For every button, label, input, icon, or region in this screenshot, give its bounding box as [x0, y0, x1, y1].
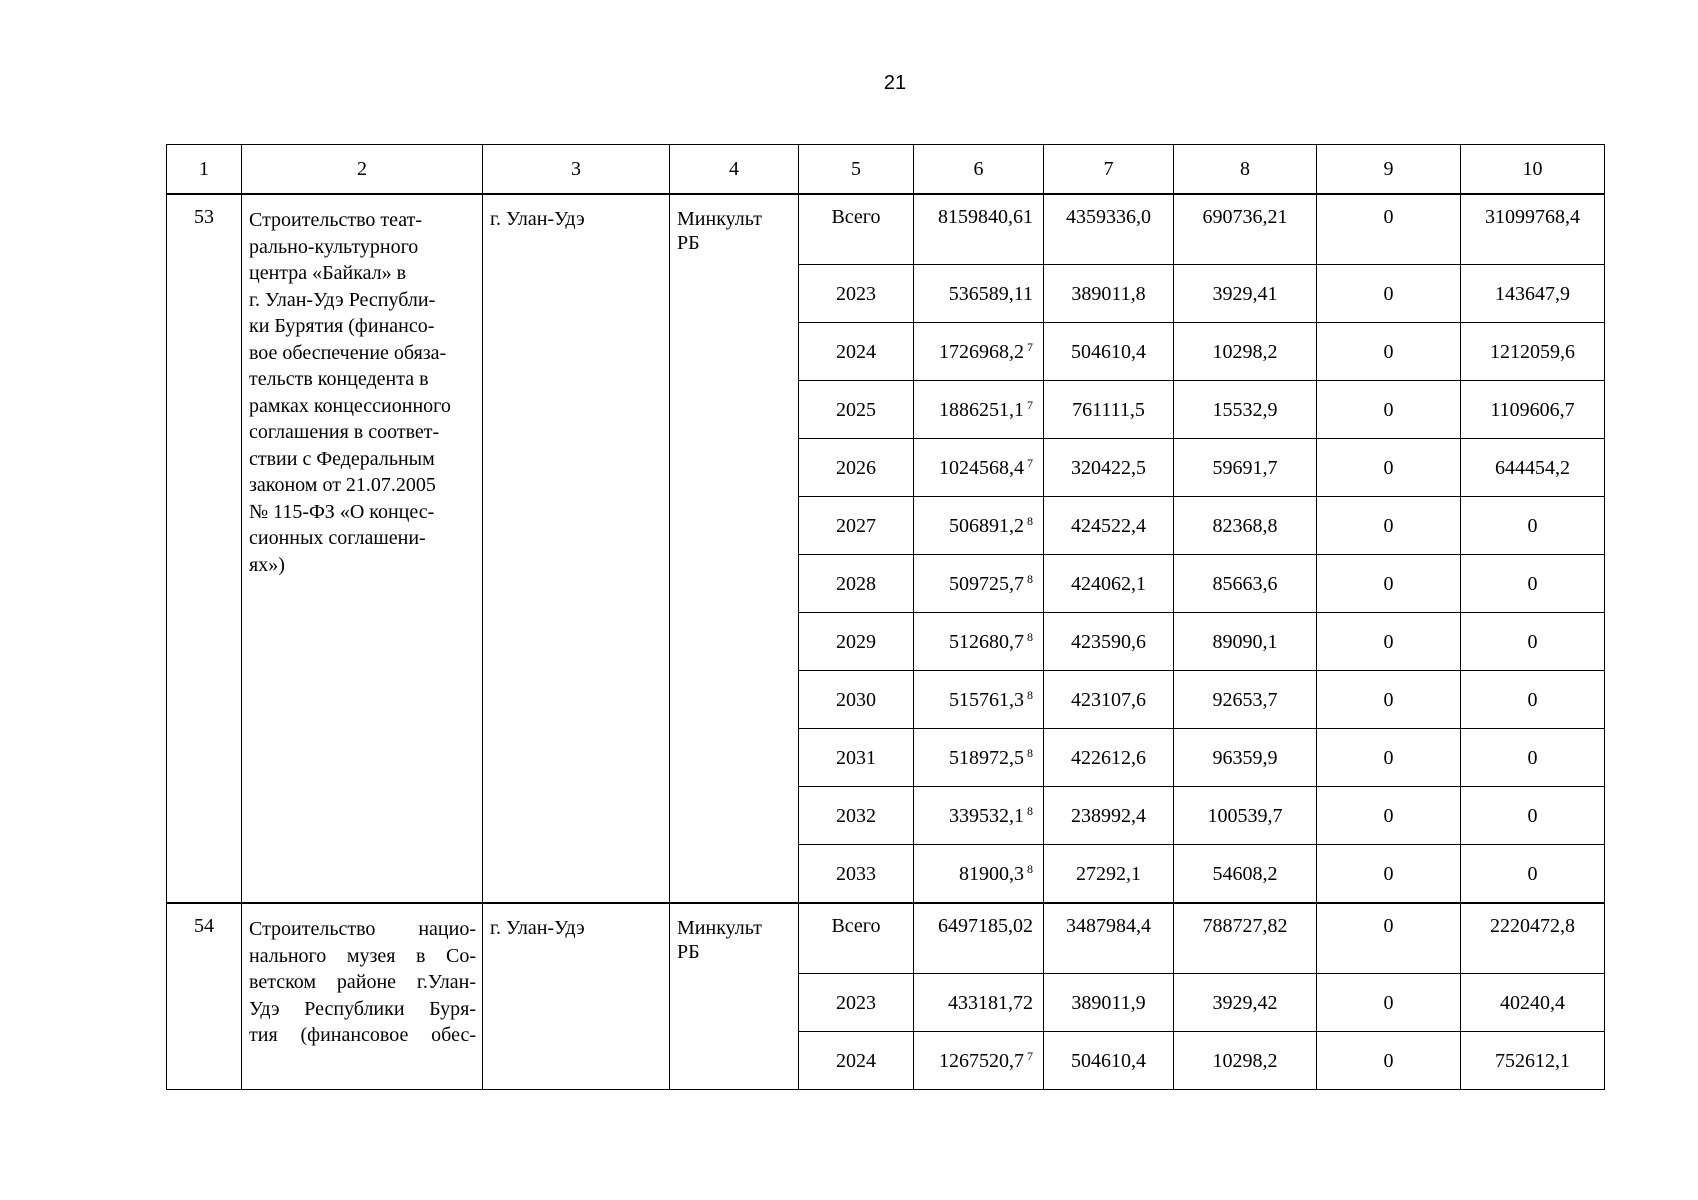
extrabudgetary-cell: 0	[1461, 729, 1605, 787]
federal-budget-cell: 389011,8	[1044, 265, 1174, 323]
total-funding-cell	[914, 555, 1044, 613]
total-funding-cell	[914, 1032, 1044, 1090]
agency-line: РБ	[677, 941, 700, 963]
total-funding-value: 6497185,02	[938, 915, 1033, 937]
period-cell: 2026	[799, 439, 914, 497]
period-cell: 2023	[799, 265, 914, 323]
total-funding-value: 512680,7	[949, 631, 1024, 653]
local-budget-cell: 0	[1317, 439, 1461, 497]
project-number-cell: 54	[167, 903, 242, 1090]
column-header: 7	[1044, 145, 1174, 195]
local-budget-cell: 0	[1317, 381, 1461, 439]
agency-cell	[670, 194, 799, 903]
local-budget-cell: 0	[1317, 497, 1461, 555]
total-funding-cell	[914, 613, 1044, 671]
footnote-marker: 8	[1027, 688, 1033, 702]
footnote-marker: 7	[1027, 398, 1033, 412]
federal-budget-cell: 504610,4	[1044, 1032, 1174, 1090]
total-funding-value: 8159840,61	[938, 206, 1033, 228]
project-number-cell: 53	[167, 194, 242, 903]
project-name-line: соглашения в соответ-	[249, 421, 440, 443]
extrabudgetary-cell: 752612,1	[1461, 1032, 1605, 1090]
agency-line: Минкульт	[677, 208, 762, 230]
table-row	[167, 194, 1605, 265]
extrabudgetary-cell: 0	[1461, 845, 1605, 904]
local-budget-cell: 0	[1317, 671, 1461, 729]
local-budget-cell: 0	[1317, 194, 1461, 265]
period-cell: 2023	[799, 974, 914, 1032]
federal-budget-cell: 238992,4	[1044, 787, 1174, 845]
local-budget-cell: 0	[1317, 729, 1461, 787]
total-funding-value: 1024568,4	[939, 457, 1024, 479]
extrabudgetary-cell: 0	[1461, 787, 1605, 845]
period-cell: Всего	[799, 903, 914, 974]
column-header: 8	[1174, 145, 1317, 195]
footnote-marker: 7	[1027, 1049, 1033, 1063]
regional-budget-cell: 788727,82	[1174, 903, 1317, 974]
total-funding-cell	[914, 194, 1044, 265]
footnote-marker: 8	[1027, 804, 1033, 818]
project-name-line: нального музея в Со-	[249, 944, 476, 967]
federal-budget-cell: 504610,4	[1044, 323, 1174, 381]
project-name-line: № 115-ФЗ «О концес-	[249, 500, 435, 523]
regional-budget-cell: 54608,2	[1174, 845, 1317, 904]
regional-budget-cell: 3929,42	[1174, 974, 1317, 1032]
local-budget-cell: 0	[1317, 845, 1461, 904]
location-cell: г. Улан-Удэ	[483, 903, 670, 1090]
total-funding-cell	[914, 903, 1044, 974]
project-name-line: сионных соглашени-	[249, 527, 426, 549]
regional-budget-cell: 690736,21	[1174, 194, 1317, 265]
footnote-marker: 8	[1027, 630, 1033, 644]
table-body	[167, 145, 1605, 1090]
total-funding-cell	[914, 671, 1044, 729]
federal-budget-cell: 4359336,0	[1044, 194, 1174, 265]
federal-budget-cell: 389011,9	[1044, 974, 1174, 1032]
header-row	[167, 145, 1605, 195]
period-cell: 2030	[799, 671, 914, 729]
extrabudgetary-cell: 31099768,4	[1461, 194, 1605, 265]
footnote-marker: 8	[1027, 514, 1033, 528]
column-header: 6	[914, 145, 1044, 195]
period-cell: 2032	[799, 787, 914, 845]
footnote-marker: 7	[1027, 340, 1033, 354]
total-funding-value: 339532,1	[949, 805, 1024, 827]
table-row	[167, 903, 1605, 974]
period-cell: 2028	[799, 555, 914, 613]
regional-budget-cell: 82368,8	[1174, 497, 1317, 555]
total-funding-cell	[914, 265, 1044, 323]
local-budget-cell: 0	[1317, 787, 1461, 845]
location-cell: г. Улан-Удэ	[483, 194, 670, 903]
footnote-marker: 8	[1027, 862, 1033, 876]
period-cell: 2029	[799, 613, 914, 671]
project-name-line: ки Бурятия (финансо-	[249, 315, 435, 337]
total-funding-value: 518972,5	[949, 747, 1024, 769]
period-cell: 2025	[799, 381, 914, 439]
project-name-cell	[242, 194, 483, 903]
page-number: 21	[883, 72, 907, 94]
federal-budget-cell: 422612,6	[1044, 729, 1174, 787]
project-name-line: ветском районе г.Улан-	[249, 971, 476, 993]
total-funding-cell	[914, 323, 1044, 381]
extrabudgetary-cell: 644454,2	[1461, 439, 1605, 497]
federal-budget-cell: 761111,5	[1044, 381, 1174, 439]
project-name-line: г. Улан-Удэ Республи-	[249, 288, 436, 311]
column-header: 10	[1461, 145, 1605, 195]
extrabudgetary-cell: 40240,4	[1461, 974, 1605, 1032]
regional-budget-cell: 92653,7	[1174, 671, 1317, 729]
project-name-line: вое обеспечение обяза-	[249, 341, 447, 364]
federal-budget-cell: 423107,6	[1044, 671, 1174, 729]
total-funding-value: 1886251,1	[939, 399, 1024, 421]
project-name-line: ствии с Федеральным	[249, 447, 435, 470]
total-funding-cell	[914, 497, 1044, 555]
column-header: 1	[167, 145, 242, 195]
regional-budget-cell: 89090,1	[1174, 613, 1317, 671]
footnote-marker: 8	[1027, 746, 1033, 760]
total-funding-value: 506891,2	[949, 515, 1024, 537]
regional-budget-cell: 15532,9	[1174, 381, 1317, 439]
local-budget-cell: 0	[1317, 265, 1461, 323]
total-funding-cell	[914, 729, 1044, 787]
period-cell: 2033	[799, 845, 914, 904]
period-cell: 2031	[799, 729, 914, 787]
local-budget-cell: 0	[1317, 903, 1461, 974]
project-name-line: центра «Байкал» в	[249, 262, 407, 284]
column-header: 9	[1317, 145, 1461, 195]
project-name-line: Строительство теат-	[249, 209, 423, 231]
regional-budget-cell: 59691,7	[1174, 439, 1317, 497]
regional-budget-cell: 100539,7	[1174, 787, 1317, 845]
regional-budget-cell: 10298,2	[1174, 1032, 1317, 1090]
federal-budget-cell: 424522,4	[1044, 497, 1174, 555]
local-budget-cell: 0	[1317, 555, 1461, 613]
regional-budget-cell: 96359,9	[1174, 729, 1317, 787]
federal-budget-cell: 27292,1	[1044, 845, 1174, 904]
total-funding-value: 1726968,2	[939, 341, 1024, 363]
total-funding-cell	[914, 787, 1044, 845]
total-funding-value: 1267520,7	[939, 1050, 1024, 1072]
federal-budget-cell: 423590,6	[1044, 613, 1174, 671]
period-cell: Всего	[799, 194, 914, 265]
column-header: 4	[670, 145, 799, 195]
project-name-line: тельств концедента в	[249, 368, 429, 390]
agency-line: РБ	[677, 232, 700, 254]
total-funding-value: 81900,3	[959, 863, 1024, 885]
period-cell: 2024	[799, 323, 914, 381]
total-funding-cell	[914, 845, 1044, 904]
extrabudgetary-cell: 1109606,7	[1461, 381, 1605, 439]
extrabudgetary-cell: 0	[1461, 497, 1605, 555]
total-funding-value: 515761,3	[949, 689, 1024, 711]
project-name-line: рально-культурного	[249, 235, 419, 258]
total-funding-value: 509725,7	[949, 573, 1024, 595]
extrabudgetary-cell: 1212059,6	[1461, 323, 1605, 381]
agency-cell	[670, 903, 799, 1090]
total-funding-cell	[914, 439, 1044, 497]
column-header: 5	[799, 145, 914, 195]
project-name-line: Строительство нацио-	[249, 918, 476, 940]
extrabudgetary-cell: 143647,9	[1461, 265, 1605, 323]
total-funding-value: 536589,11	[948, 282, 1033, 305]
project-name-line: рамках концессионного	[249, 394, 451, 417]
footnote-marker: 7	[1027, 456, 1033, 470]
project-name-line: Удэ Республики Буря-	[249, 997, 476, 1020]
extrabudgetary-cell: 0	[1461, 555, 1605, 613]
local-budget-cell: 0	[1317, 613, 1461, 671]
project-name-cell	[242, 903, 483, 1090]
financing-table	[166, 144, 1605, 1090]
total-funding-cell	[914, 381, 1044, 439]
total-funding-cell	[914, 974, 1044, 1032]
period-cell: 2024	[799, 1032, 914, 1090]
project-name-line: законом от 21.07.2005	[249, 474, 436, 496]
regional-budget-cell: 85663,6	[1174, 555, 1317, 613]
footnote-marker: 8	[1027, 572, 1033, 586]
local-budget-cell: 0	[1317, 323, 1461, 381]
project-name-line: тия (финансовое обес-	[249, 1024, 476, 1046]
total-funding-value: 433181,72	[948, 991, 1033, 1014]
extrabudgetary-cell: 0	[1461, 671, 1605, 729]
federal-budget-cell: 3487984,4	[1044, 903, 1174, 974]
federal-budget-cell: 424062,1	[1044, 555, 1174, 613]
extrabudgetary-cell: 2220472,8	[1461, 903, 1605, 974]
agency-line: Минкульт	[677, 917, 762, 939]
column-header: 3	[483, 145, 670, 195]
regional-budget-cell: 10298,2	[1174, 323, 1317, 381]
federal-budget-cell: 320422,5	[1044, 439, 1174, 497]
period-cell: 2027	[799, 497, 914, 555]
extrabudgetary-cell: 0	[1461, 613, 1605, 671]
column-header: 2	[242, 145, 483, 195]
local-budget-cell: 0	[1317, 974, 1461, 1032]
local-budget-cell: 0	[1317, 1032, 1461, 1090]
regional-budget-cell: 3929,41	[1174, 265, 1317, 323]
project-name-line: ях»)	[249, 553, 285, 576]
